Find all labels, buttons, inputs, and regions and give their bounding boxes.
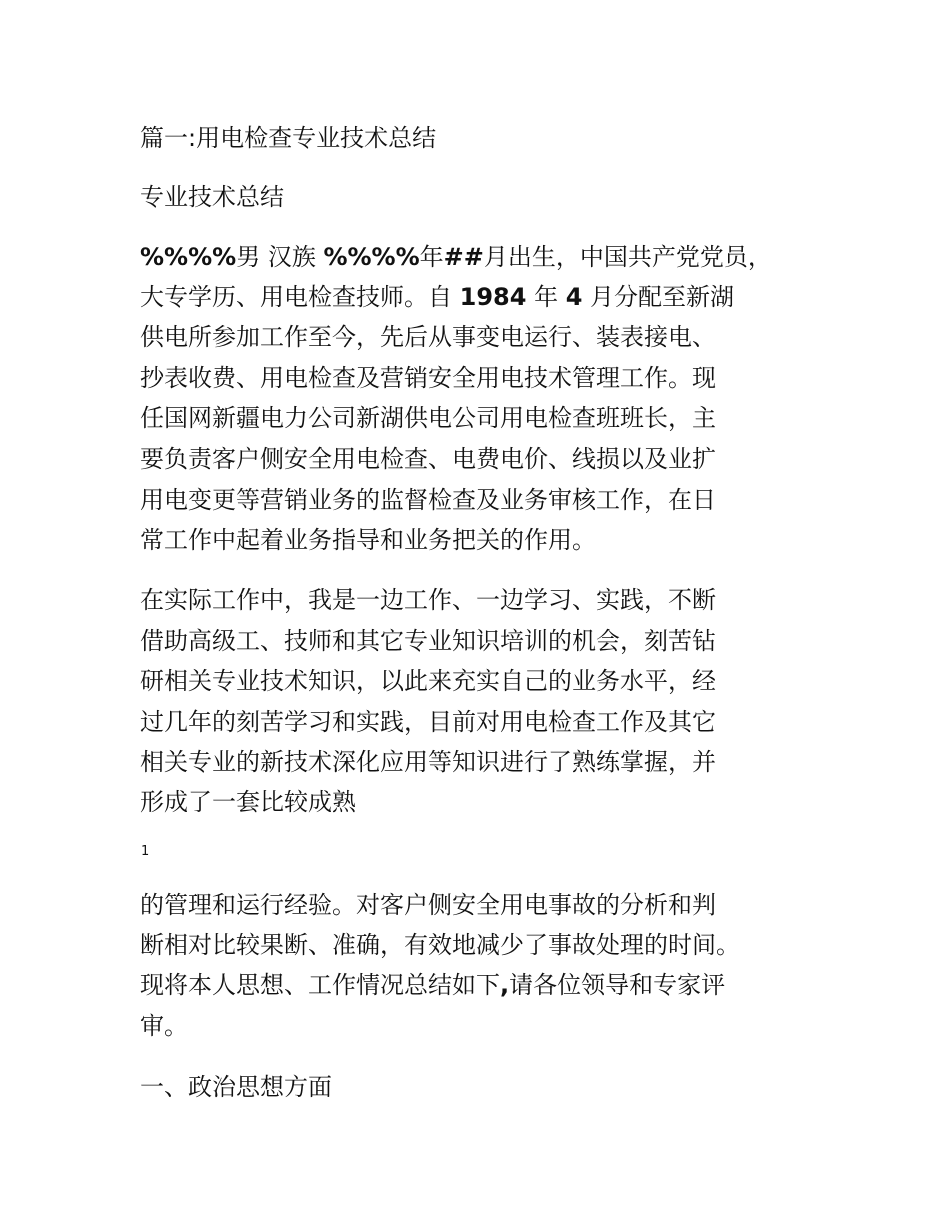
paragraph-line [140, 282, 734, 312]
placeholder-year: %%%% [323, 243, 420, 271]
paragraph-line: 抄表收费、用电检查及营销安全用电技术管理工作。现 [140, 364, 716, 392]
paragraph-line [140, 970, 725, 1000]
paragraph-line: 的管理和运行经验。对客户侧安全用电事故的分析和判 [140, 891, 716, 919]
year-number: 1984 [459, 283, 527, 311]
placeholder-month: ## [443, 243, 484, 271]
text-segment: 现将本人思想、工作情况总结如下 [140, 971, 500, 999]
text-segment: 月出生，中国共产党党员， [483, 243, 772, 271]
paragraph-line: 要负责客户侧安全用电检查、电费电价、线损以及业扩 [140, 445, 716, 473]
paragraph-line: 在实际工作中，我是一边工作、一边学习、实践，不断 [140, 586, 716, 614]
text-segment: 年 [419, 243, 444, 271]
text-segment: 男 汉族 [236, 243, 324, 271]
page-number: 1 [141, 844, 150, 859]
paragraph-line: 任国网新疆电力公司新湖供电公司用电检查班班长，主 [140, 404, 716, 432]
paragraph-line: 常工作中起着业务指导和业务把关的作用。 [140, 526, 596, 554]
paragraph-line: 用电变更等营销业务的监督检查及业务审核工作，在日 [140, 486, 716, 514]
document-subtitle: 专业技术总结 [140, 183, 284, 211]
paragraph-line [140, 242, 772, 272]
paragraph-line: 形成了一套比较成熟 [140, 788, 356, 816]
comma-mark: , [500, 971, 510, 999]
paragraph-line: 供电所参加工作至今，先后从事变电运行、装表接电、 [140, 323, 716, 351]
document-title: 篇一:用电检查专业技术总结 [140, 124, 437, 152]
text-segment: 大专学历、用电检查技师。自 [140, 283, 460, 311]
month-number: 4 [565, 283, 583, 311]
paragraph-line: 相关专业的新技术深化应用等知识进行了熟练掌握，并 [140, 748, 716, 776]
paragraph-line: 审。 [140, 1012, 188, 1040]
paragraph-line: 过几年的刻苦学习和实践，目前对用电检查工作及其它 [140, 708, 716, 736]
text-segment: 月分配至新湖 [582, 283, 735, 311]
paragraph-line: 借助高级工、技师和其它专业知识培训的机会，刻苦钻 [140, 627, 716, 655]
text-segment: 年 [526, 283, 566, 311]
paragraph-line: 断相对比较果断、准确，有效地减少了事故处理的时间。 [140, 931, 740, 959]
section-heading: 一、政治思想方面 [140, 1073, 332, 1101]
text-segment: 请各位领导和专家评 [509, 971, 726, 999]
paragraph-line: 研相关专业技术知识，以此来充实自己的业务水平，经 [140, 667, 716, 695]
placeholder-name: %%%% [140, 243, 237, 271]
